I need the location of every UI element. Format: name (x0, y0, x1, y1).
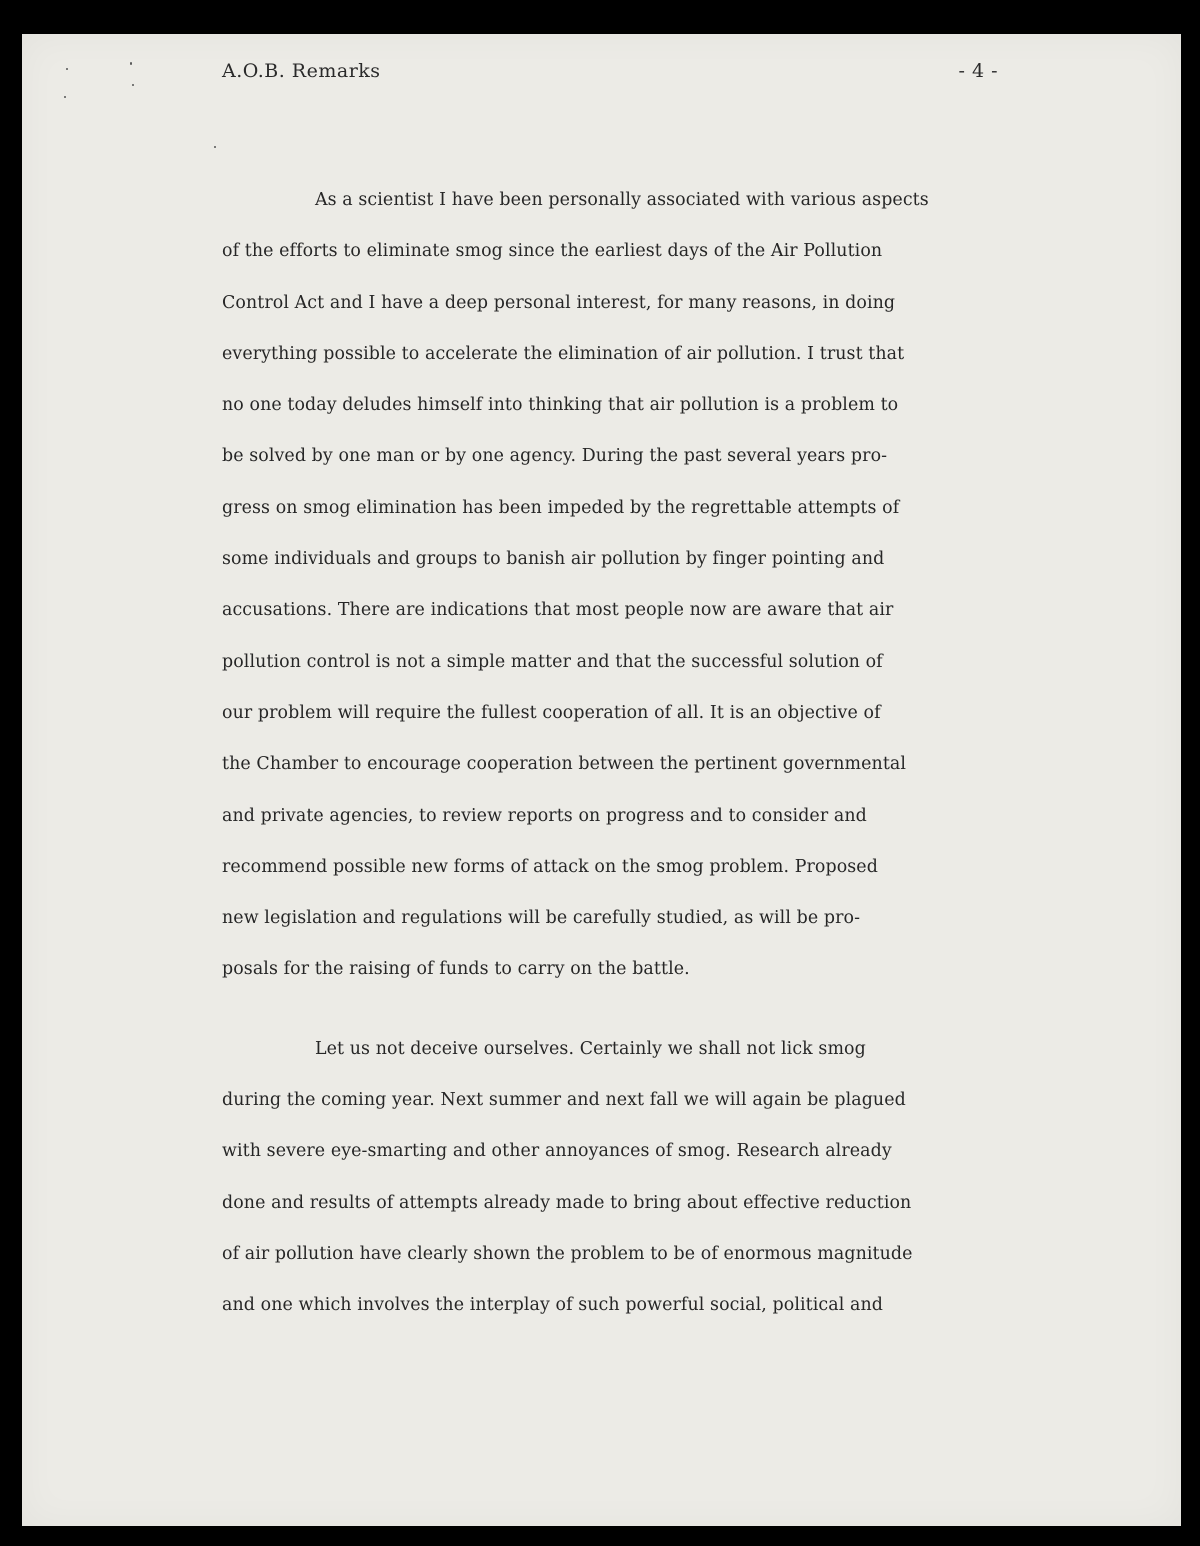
text-line: new legislation and regulations will be carefully studied, as will be pro- (222, 908, 861, 929)
text-line: and one which involves the interplay of such powerful social, political and (222, 1295, 884, 1316)
text-line: As a scientist I have been personally associated with various aspects (315, 190, 929, 210)
paper-speck (132, 84, 134, 86)
text-line: no one today deludes himself into thinking that air pollution is a problem to (222, 395, 899, 416)
text-line: and private agencies, to review reports on progress and to consider and (222, 805, 867, 826)
document-page (22, 34, 1181, 1526)
text-line: gress on smog elimination has been impeded by the regrettable attempts of (222, 497, 900, 518)
body-text (222, 185, 1022, 1342)
text-line: our problem will require the fullest cooperation of all. It is an objective of (222, 702, 881, 723)
text-line: Control Act and I have a deep personal interest, for many reasons, in doing (222, 292, 896, 313)
text-line: pollution control is not a simple matter and that the successful solution of (222, 651, 883, 672)
text-line: everything possible to accelerate the elimination of air pollution. I trust that (222, 343, 905, 364)
paper-speck (214, 146, 216, 148)
text-line: posals for the raising of funds to carry on the battle. (222, 959, 690, 980)
paragraph-gap (222, 1006, 1022, 1034)
header-title: A.O.B. Remarks (222, 60, 381, 82)
text-line: of air pollution have clearly shown the problem to be of enormous magnitude (222, 1243, 913, 1264)
text-line: done and results of attempts already made to bring about effective reduction (222, 1192, 912, 1213)
text-line: be solved by one man or by one agency. During the past several years pro- (222, 446, 888, 467)
paragraph-1 (222, 185, 1022, 1006)
page-number: - 4 - (958, 60, 998, 82)
text-line: accusations. There are indications that most people now are aware that air (222, 600, 894, 621)
paper-speck (64, 96, 66, 98)
paragraph-2 (222, 1034, 1022, 1342)
text-line: Let us not deceive ourselves. Certainly we shall not lick smog (315, 1038, 866, 1059)
paper-speck (66, 68, 68, 70)
text-line: some individuals and groups to banish air pollution by finger pointing and (222, 549, 885, 570)
text-line: of the efforts to eliminate smog since the earliest days of the Air Pollution (222, 241, 883, 262)
paper-speck (130, 62, 132, 65)
text-line: the Chamber to encourage cooperation between the pertinent governmental (222, 754, 907, 775)
text-line: during the coming year. Next summer and next fall we will again be plagued (222, 1090, 906, 1111)
page-header (222, 60, 998, 90)
text-line: recommend possible new forms of attack on the smog problem. Proposed (222, 856, 878, 877)
text-line: with severe eye-smarting and other annoyances of smog. Research already (222, 1141, 892, 1162)
